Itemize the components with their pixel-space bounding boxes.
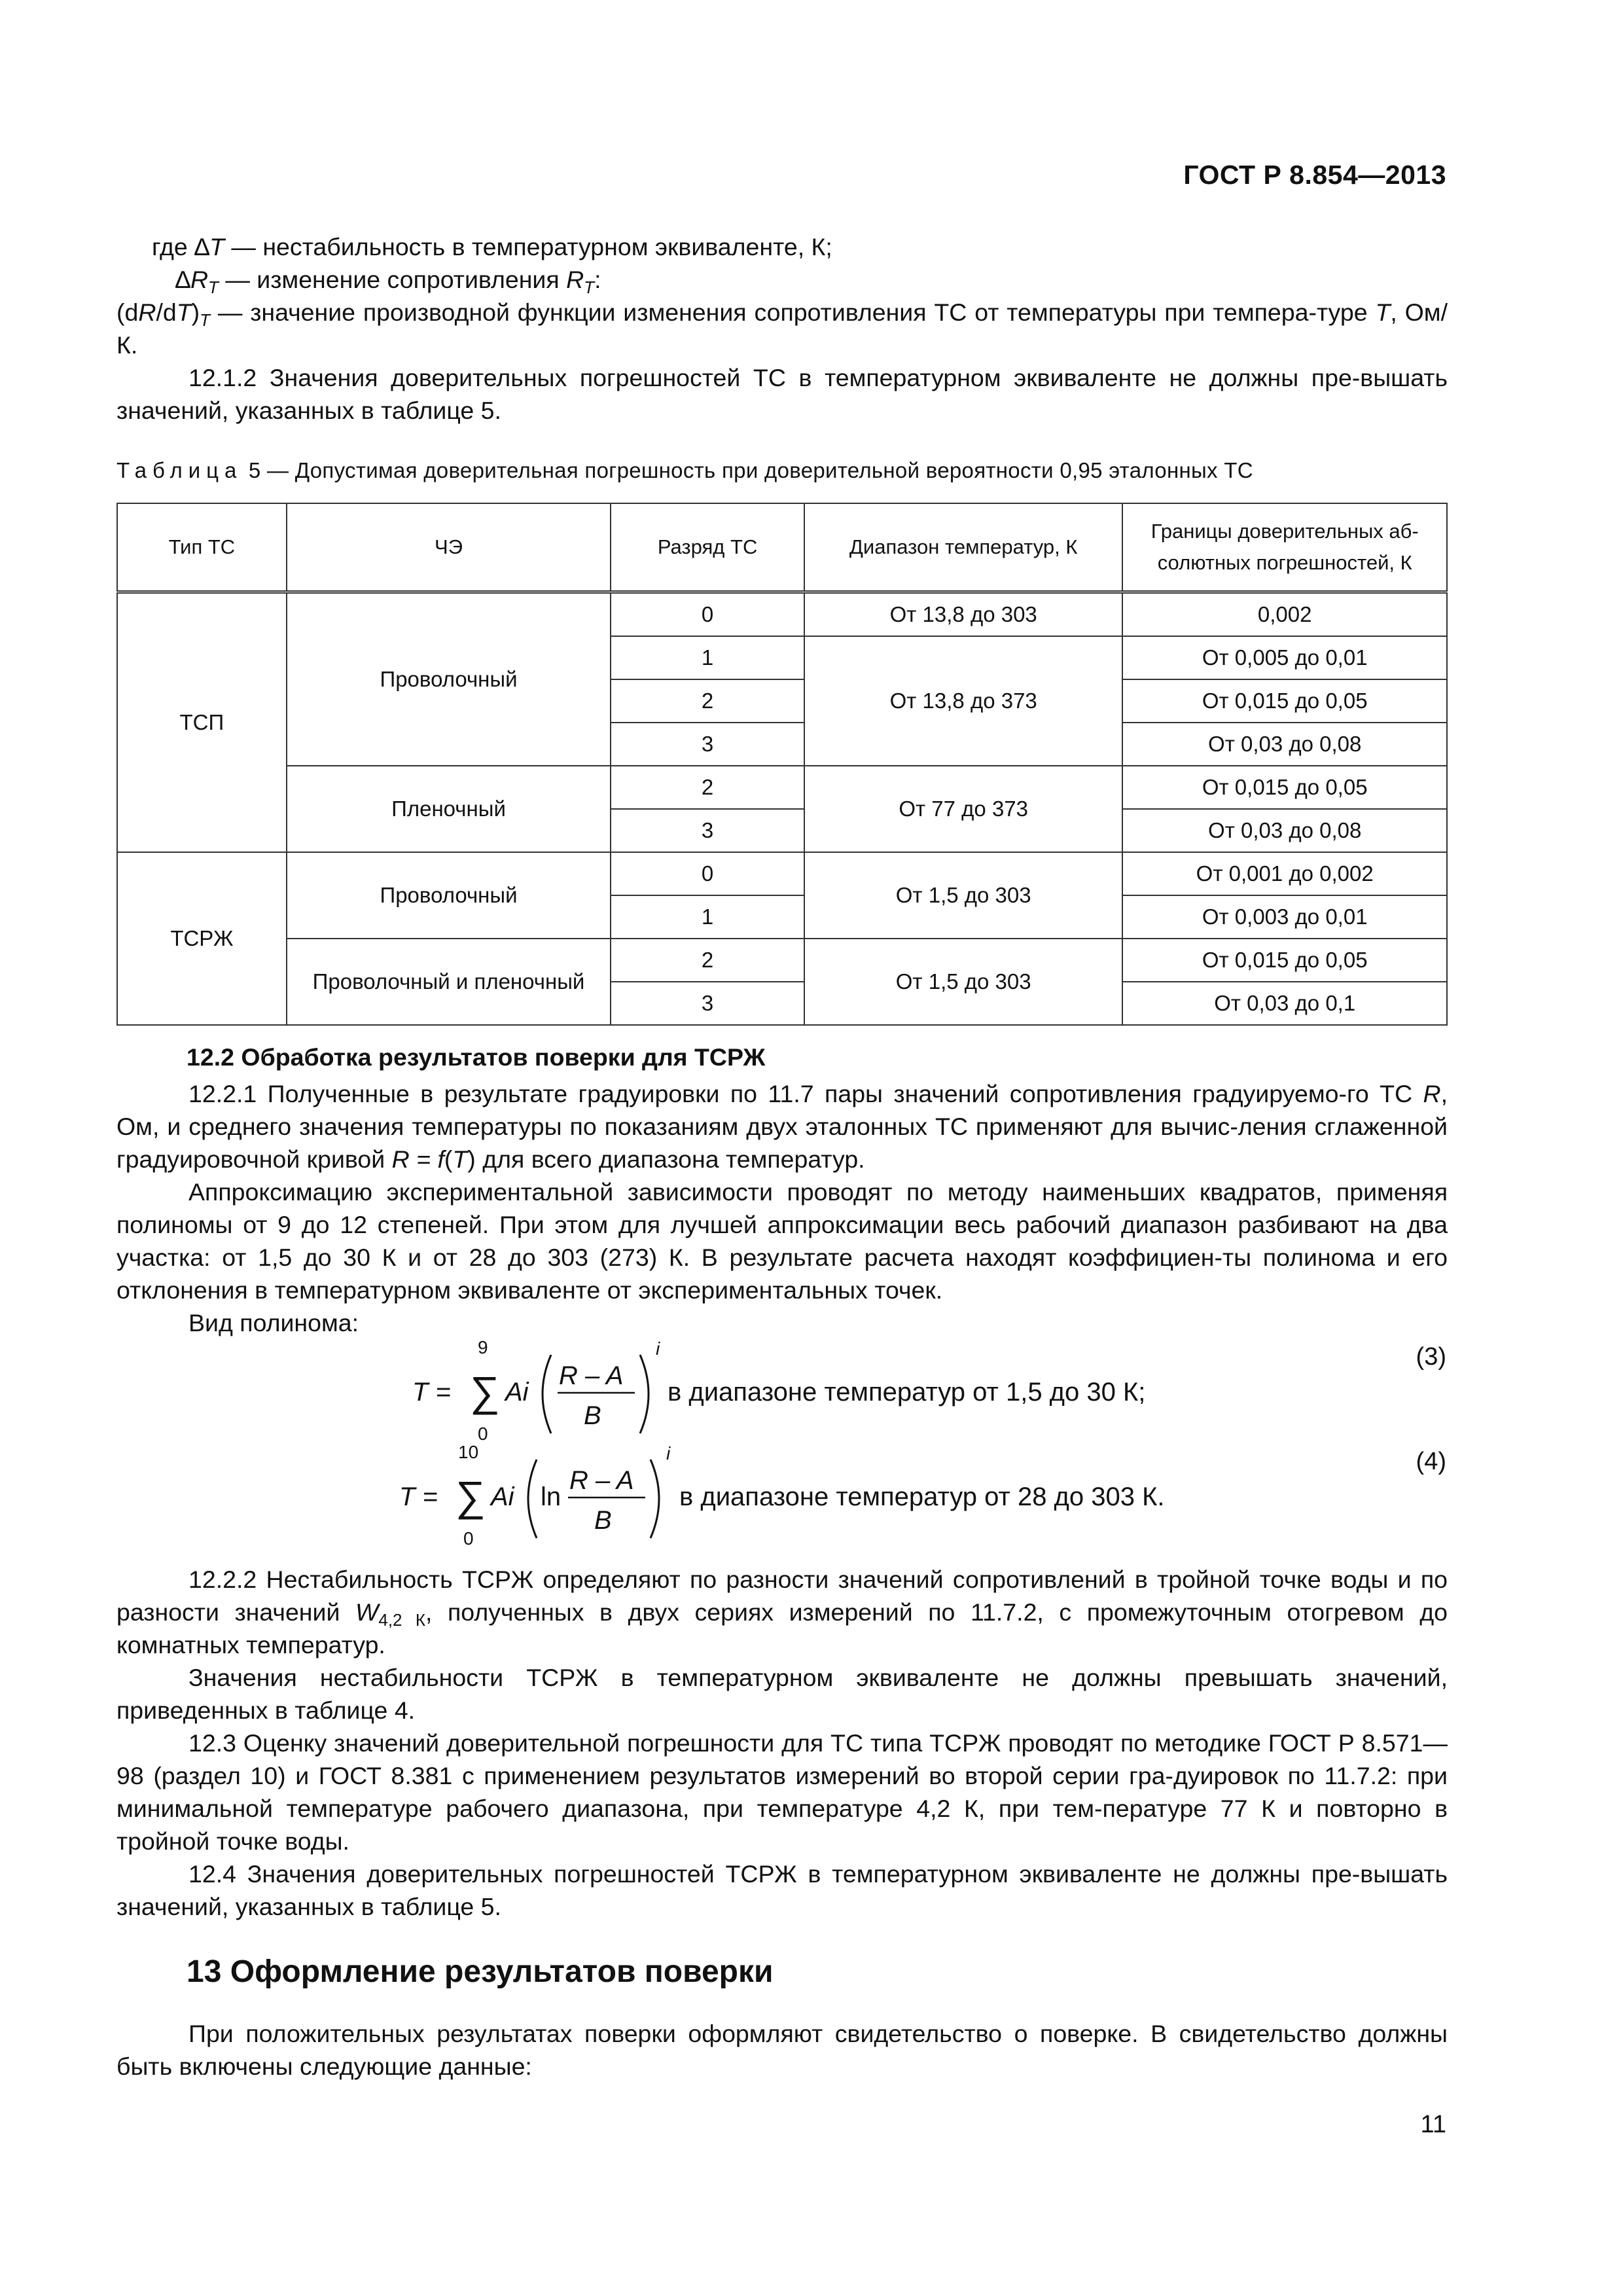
cell-range: От 1,5 до 303	[804, 939, 1122, 1025]
formula-4-sum-bottom: 0	[463, 1528, 474, 1549]
formula-3-sum-top: 9	[478, 1337, 488, 1357]
formula-4-lhs: T =	[399, 1482, 438, 1511]
header-type: Тип ТС	[117, 503, 287, 592]
formula-4-coef: Ai	[491, 1482, 514, 1511]
right-paren-icon	[651, 1460, 659, 1538]
formula-4-sum-top: 10	[458, 1442, 479, 1462]
left-paren-icon	[543, 1355, 551, 1433]
paragraph-polynomial-kind: Вид полинома:	[188, 1309, 359, 1336]
equation-number-4: (4)	[1416, 1448, 1446, 1475]
cell-range: От 13,8 до 373	[804, 636, 1122, 766]
cell-type-tsp: ТСП	[117, 592, 287, 853]
formula-4-numerator: R – A	[569, 1466, 634, 1495]
table-row	[117, 852, 1447, 895]
paragraph-12-1-2: 12.1.2 Значения доверительных погрешностей ТС в температурном эквиваленте не должны пре-вышать значений, указанных в таблице 5.	[116, 364, 1448, 424]
paragraph-approximation: Аппроксимацию экспериментальной зависимости проводят по методу наименьших квадратов, применяя полиномы от 9 до 12 степеней. При этом для лучшей аппроксимации весь рабочий диапазон разбивают на два участка: от 1,5 до 30 К и от 28 до 303 (273) К. В результате расчета находят коэффициен-ты полинома и его отклонения в температурном эквиваленте от экспериментальных точек.	[116, 1178, 1448, 1304]
cell-range: От 1,5 до 303	[804, 852, 1122, 939]
cell-rank: 2	[611, 939, 804, 982]
formula-3-coef: Ai	[505, 1378, 529, 1407]
header-element: ЧЭ	[287, 503, 611, 592]
cell-rank: 2	[611, 679, 804, 723]
paragraph-12-3: 12.3 Оценку значений доверительной погрешности для ТС типа ТСРЖ проводят по методике ГОСТ Р 8.571—98 (раздел 10) и ГОСТ 8.381 с применением результатов измерений во второй серии гра-дуировок по 11.7.2: при минимальной температуре рабочего диапазона, при температуре 4,2 К, при тем-пературе 77 К и повторно в тройной точке воды.	[116, 1729, 1448, 1855]
formula-4	[393, 1440, 1283, 1551]
formula-3-denominator: B	[584, 1401, 601, 1430]
cell-rank: 1	[611, 895, 804, 939]
table-5	[116, 503, 1448, 1026]
cell-element-wire: Проволочный	[287, 592, 611, 766]
cell-rank: 3	[611, 809, 804, 852]
cell-limit: От 0,001 до 0,002	[1122, 852, 1447, 895]
definition-delta-r: $\Delta R_T$ — изменение сопротивления $R_T$:	[175, 266, 601, 297]
definition-derivative: $(dR/dT)_T$ — значение производной функции изменения сопротивления ТС от температуры при темпера-туре T, Ом/К.	[116, 298, 1448, 359]
sum-sign-icon: ∑	[470, 1368, 500, 1415]
cell-type-tsrzh: ТСРЖ	[117, 852, 287, 1025]
cell-limit: От 0,015 до 0,05	[1122, 939, 1447, 982]
table-header-row	[117, 503, 1447, 592]
definition-delta-t: где ∆T — нестабильность в температурном эквиваленте, К;	[152, 233, 832, 260]
paragraph-12-2-1: 12.2.1 Полученные в результате градуировки по 11.7 пары значений сопротивления градуируемо-го ТС R, Ом, и среднего значения температуры по показаниям двух эталонных ТС применяют для вычис-ления сглаженной градуировочной кривой R = f(T) для всего диапазона температур.	[116, 1080, 1448, 1173]
cell-rank: 3	[611, 723, 804, 766]
cell-rank: 1	[611, 636, 804, 679]
cell-limit: От 0,015 до 0,05	[1122, 766, 1447, 809]
cell-limit: 0,002	[1122, 592, 1447, 637]
cell-limit: От 0,003 до 0,01	[1122, 895, 1447, 939]
cell-limit: От 0,03 до 0,08	[1122, 809, 1447, 852]
cell-element-wire: Проволочный	[287, 852, 611, 939]
cell-limit: От 0,03 до 0,08	[1122, 723, 1447, 766]
paragraph-12-4: 12.4 Значения доверительных погрешностей ТСРЖ в температурном эквиваленте не должны пре-вышать значений, указанных в таблице 5.	[116, 1860, 1448, 1920]
section-12-2-2-body	[116, 1563, 1448, 1923]
table-row	[117, 939, 1447, 982]
cell-limit: От 0,015 до 0,05	[1122, 679, 1447, 723]
cell-element-film: Пленочный	[287, 766, 611, 852]
definitions-block	[116, 230, 1448, 427]
cell-rank: 3	[611, 982, 804, 1025]
sum-sign-icon: ∑	[455, 1473, 486, 1520]
paragraph-13: При положительных результатах поверки оформляют свидетельство о поверке. В свидетельство должны быть включены следующие данные:	[116, 2020, 1448, 2080]
formula-4-tail: в диапазоне температур от 28 до 303 К.	[679, 1482, 1165, 1511]
header-limits: Границы доверительных аб-солютных погрешностей, К	[1122, 503, 1447, 592]
cell-range: От 13,8 до 303	[804, 592, 1122, 637]
formula-4-power: i	[666, 1443, 671, 1463]
formula-4-denominator: B	[594, 1506, 612, 1535]
cell-element-wire-film: Проволочный и пленочный	[287, 939, 611, 1025]
formula-3-lhs: T =	[412, 1378, 451, 1407]
cell-rank: 0	[611, 592, 804, 637]
cell-rank: 0	[611, 852, 804, 895]
header-range: Диапазон температур, К	[804, 503, 1122, 592]
formula-3-tail: в диапазоне температур от 1,5 до 30 К;	[668, 1378, 1146, 1407]
section-13-body	[116, 2017, 1448, 2083]
right-paren-icon	[640, 1355, 649, 1433]
cell-limit: От 0,005 до 0,01	[1122, 636, 1447, 679]
cell-rank: 2	[611, 766, 804, 809]
document-code: ГОСТ Р 8.854—2013	[1183, 160, 1446, 190]
paragraph-12-2-2: 12.2.2 Нестабильность ТСРЖ определяют по разности значений сопротивлений в тройной точке воды и по разности значений $W_{4,2 К}$, полученных в двух сериях измерений по 11.7.2, с промежуточным отогревом до комнатных температур.	[116, 1566, 1448, 1659]
formula-3-power: i	[656, 1338, 660, 1359]
formula-3-sum-bottom: 0	[478, 1424, 488, 1444]
left-paren-icon	[528, 1460, 537, 1538]
cell-range: От 77 до 373	[804, 766, 1122, 852]
header-rank: Разряд ТС	[611, 503, 804, 592]
equation-number-3: (3)	[1416, 1343, 1446, 1371]
table-caption: Таблица 5 — Допустимая доверительная погрешность при доверительной вероятности 0,95 эталонных ТС	[116, 458, 1253, 482]
section-heading-12-2: 12.2 Обработка результатов поверки для ТСРЖ	[187, 1043, 766, 1071]
formula-4-ln: ln	[541, 1482, 562, 1511]
formula-3	[406, 1335, 1270, 1446]
section-12-2-body	[116, 1077, 1448, 1339]
page-number: 11	[1420, 2111, 1446, 2138]
formula-3-numerator: R – A	[559, 1361, 624, 1390]
table-row	[117, 592, 1447, 637]
cell-limit: От 0,03 до 0,1	[1122, 982, 1447, 1025]
paragraph-instability-values: Значения нестабильности ТСРЖ в температурном эквиваленте не должны превышать значений, приведенных в таблице 4.	[116, 1664, 1448, 1724]
table-row	[117, 766, 1447, 809]
section-heading-13: 13 Оформление результатов поверки	[187, 1954, 774, 1989]
